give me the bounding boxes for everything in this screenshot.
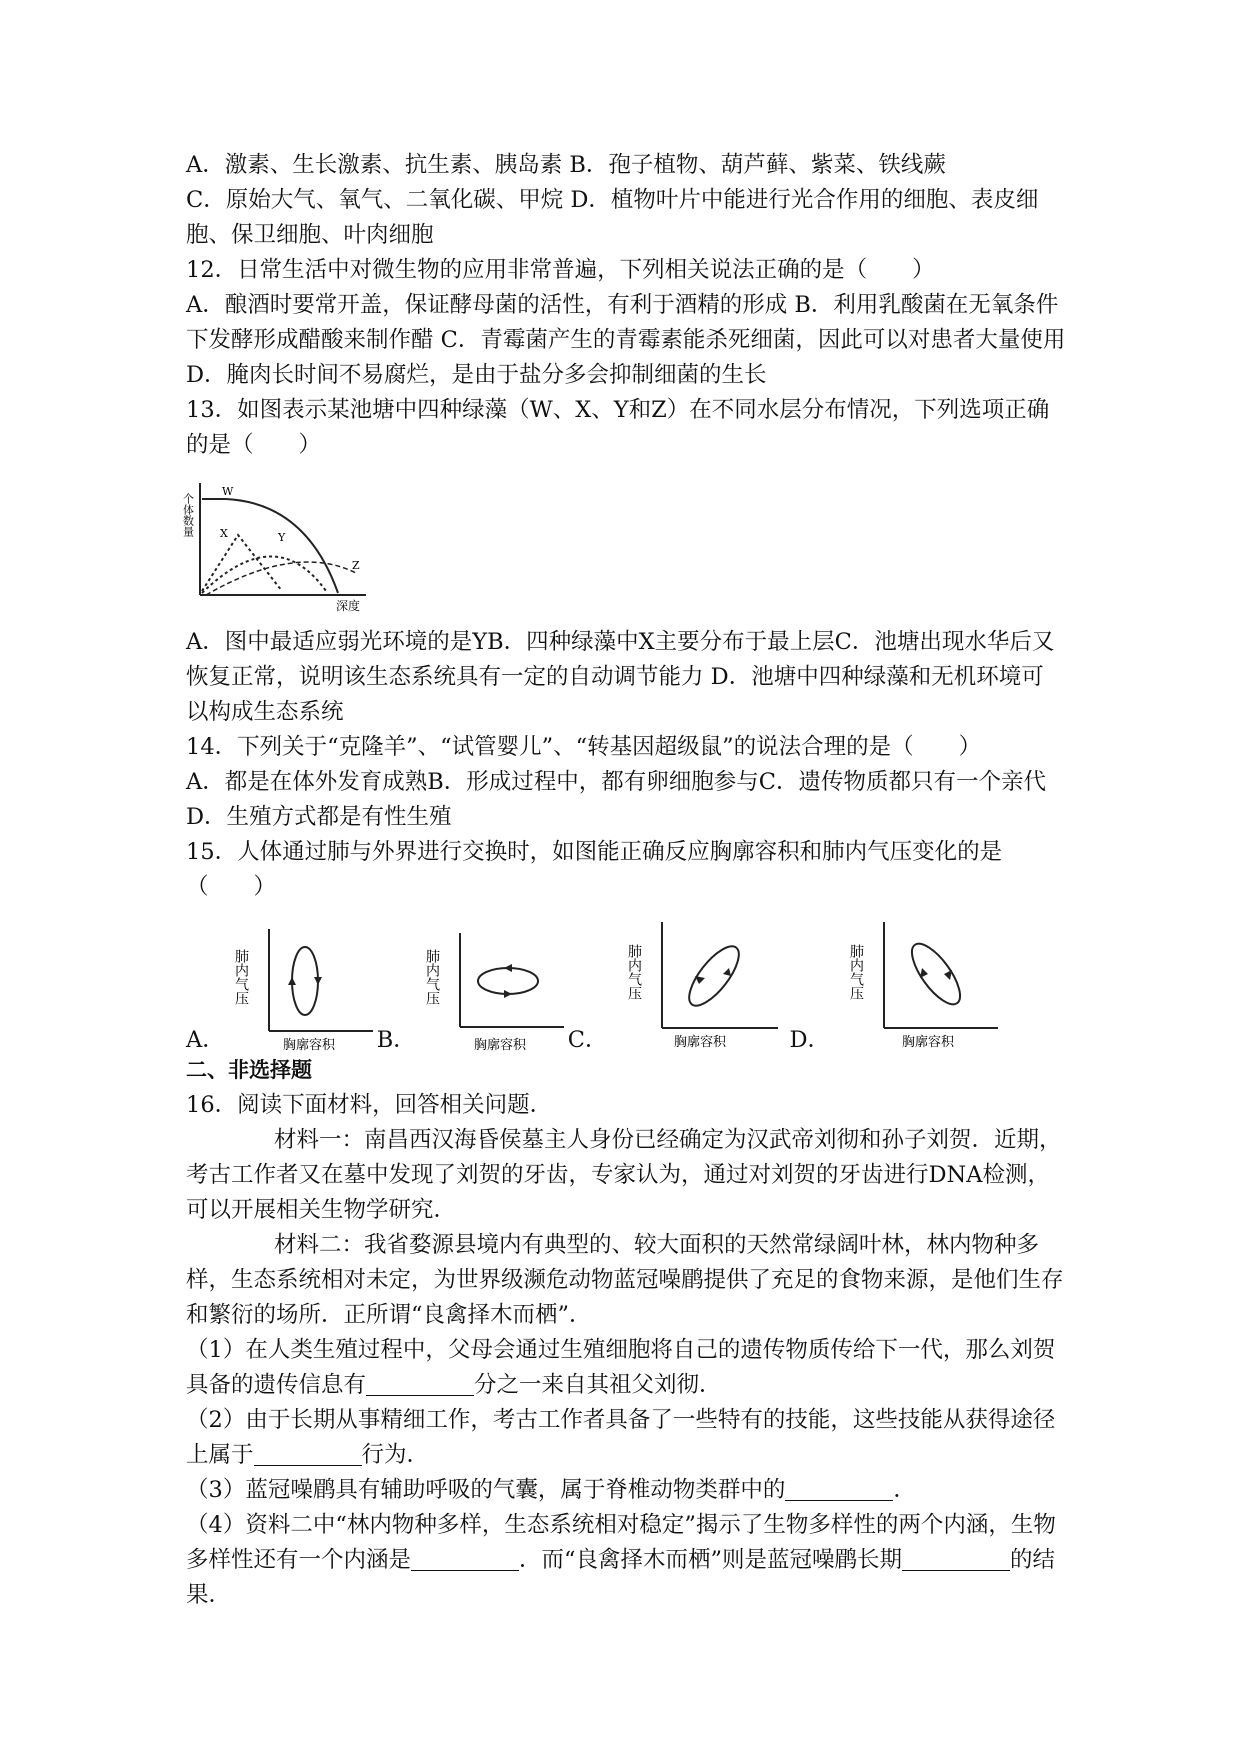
q15-option-a-label: A． — [186, 1027, 225, 1053]
q15-c-ellipse — [680, 939, 746, 1013]
q16-sub3-text: （3）蓝冠噪鹛具有辅助呼吸的气囊，属于脊椎动物类群中的 — [186, 1477, 786, 1503]
q15-option-figures — [186, 913, 1066, 1053]
q15-b-xlabel: 胸廓容积 — [473, 1038, 526, 1053]
q15-b-ellipse — [478, 968, 538, 994]
q13-label-x: X — [220, 527, 228, 540]
q15-option-c-label: C． — [567, 1027, 608, 1053]
q13-label-w: W — [222, 485, 234, 498]
q13-figure — [181, 473, 1066, 613]
q16-sub4-tail: 的结果． — [186, 1547, 1056, 1608]
q16-sub1 — [186, 1333, 1066, 1403]
q13-label-y: Y — [278, 531, 286, 544]
q15-d-ellipse — [904, 937, 969, 1012]
q16-sub3-blank[interactable] — [785, 1474, 893, 1501]
q15-graph-b — [418, 923, 568, 1053]
q13-stem: 13．如图表示某池塘中四种绿藻（W、X、Y和Z）在不同水层分布情况，下列选项正确的是（ ） — [186, 397, 1050, 458]
q15-stem: 15．人体通过肺与外界进行交换时，如图能正确反应胸廓容积和肺内气压变化的是（ ） — [186, 839, 1003, 900]
q14-stem: 14．下列关于“克隆羊”、“试管婴儿”、“转基因超级鼠”的说法合理的是（ ） — [186, 734, 982, 760]
q11-options-cd: C．原始大气、氧气、二氧化碳、甲烷 D．植物叶片中能进行光合作用的细胞、表皮细胞、保卫细胞、叶肉细胞 — [186, 187, 1039, 248]
q15-c-ylabel: 肺内气压 — [625, 944, 642, 1000]
q16-sub4-text: （4）资料二中“林内物种多样，生态系统相对稳定”揭示了生物多样性的两个内涵，生物多样性还有一个内涵是 — [186, 1512, 1056, 1573]
q16-sub1-text: （1）在人类生殖过程中，父母会通过生殖细胞将自己的遗传物质传给下一代，那么刘贺具备的遗传信息有 — [186, 1337, 1056, 1398]
q15-option-d — [790, 918, 1003, 1053]
q16-sub1-tail: 分之一来自其祖父刘彻． — [474, 1372, 722, 1398]
q15-b-ylabel: 肺内气压 — [423, 949, 440, 1005]
q13-curve-w — [202, 499, 338, 593]
q15-a-xlabel: 胸廓容积 — [282, 1038, 335, 1053]
q15-graph-a — [227, 923, 377, 1053]
section-2-heading: 二、非选择题 — [186, 1058, 312, 1082]
q16-sub2-blank[interactable] — [254, 1439, 362, 1466]
q13-options: A．图中最适应弱光环境的是YB．四种绿藻中X主要分布于最上层C．池塘出现水华后又恢复正常，说明该生态系统具有一定的自动调节能力 D．池塘中四种绿藻和无机环境可以构成生态系统 — [186, 629, 1055, 725]
q13-distribution-graph — [181, 473, 396, 613]
q16-sub3 — [186, 1473, 1066, 1508]
q13-curve-z — [206, 562, 356, 595]
q16-sub2-text: （2）由于长期从事精细工作，考古工作者具备了一些特有的技能，这些技能从获得途径上属于 — [186, 1407, 1056, 1468]
q16-sub4-blank-2[interactable] — [902, 1544, 1010, 1571]
q16-material-2: 材料二：我省婺源县境内有典型的、较大面积的天然常绿阔叶林，林内物种多样，生态系统相对未定，为世界级濒危动物蓝冠噪鹛提供了充足的食物来源，是他们生存和繁衍的场所．正所谓“良禽择木而栖”． — [186, 1232, 1064, 1328]
q13-y-label: 个体数量 — [181, 493, 195, 537]
q15-option-b — [377, 923, 568, 1053]
q16-sub4 — [186, 1508, 1066, 1613]
q12-stem: 12．日常生活中对微生物的应用非常普遍，下列相关说法正确的是（ ） — [186, 257, 935, 283]
exam-page — [181, 148, 1066, 1613]
q15-option-c — [568, 918, 790, 1053]
q12-options: A．酿酒时要常开盖，保证酵母菌的活性，有利于酒精的形成 B．利用乳酸菌在无氧条件下发酵形成醋酸来制作醋 C．青霉菌产生的青霉素能杀死细菌，因此可以对患者大量使用 D．腌肉长时间不易腐烂，是由于盐分多会抑制细菌的生长 — [186, 292, 1066, 388]
q15-a-ylabel: 肺内气压 — [232, 949, 249, 1005]
q14-options: A．都是在体外发育成熟B．形成过程中，都有卵细胞参与C．遗传物质都只有一个亲代 D．生殖方式都是有性生殖 — [186, 769, 1047, 830]
q16-sub4-blank-1[interactable] — [411, 1544, 519, 1571]
q11-options-ab: A．激素、生长激素、抗生素、胰岛素 B．孢子植物、葫芦藓、紫菜、铁线蕨 — [186, 152, 946, 178]
q13-x-label: 深度 — [336, 599, 361, 613]
q16-sub4-middle: ．而“良禽择木而栖”则是蓝冠噪鹛长期 — [519, 1547, 903, 1573]
q15-graph-c — [610, 918, 790, 1053]
q15-c-xlabel: 胸廓容积 — [673, 1035, 726, 1050]
q15-option-b-label: B． — [376, 1027, 416, 1053]
q15-d-xlabel: 胸廓容积 — [902, 1035, 955, 1050]
q16-material-1: 材料一：南昌西汉海昏侯墓主人身份已经确定为汉武帝刘彻和孙子刘贺．近期，考古工作者又在墓中发现了刘贺的牙齿，专家认为，通过对刘贺的牙齿进行DNA检测，可以开展相关生物学研究． — [186, 1127, 1062, 1223]
q16-sub2 — [186, 1403, 1066, 1473]
q15-a-ellipse — [292, 947, 318, 1015]
q15-d-ylabel: 肺内气压 — [848, 944, 865, 1000]
q13-label-z: Z — [352, 559, 360, 572]
q15-graph-d — [832, 918, 1002, 1053]
q15-option-a — [186, 923, 377, 1053]
q15-option-d-label: D． — [789, 1027, 831, 1053]
q16-sub2-tail: 行为． — [361, 1442, 430, 1468]
q16-sub3-tail: ． — [893, 1477, 916, 1503]
q16-stem: 16．阅读下面材料，回答相关问题． — [186, 1092, 553, 1118]
q16-sub1-blank[interactable] — [366, 1369, 474, 1396]
